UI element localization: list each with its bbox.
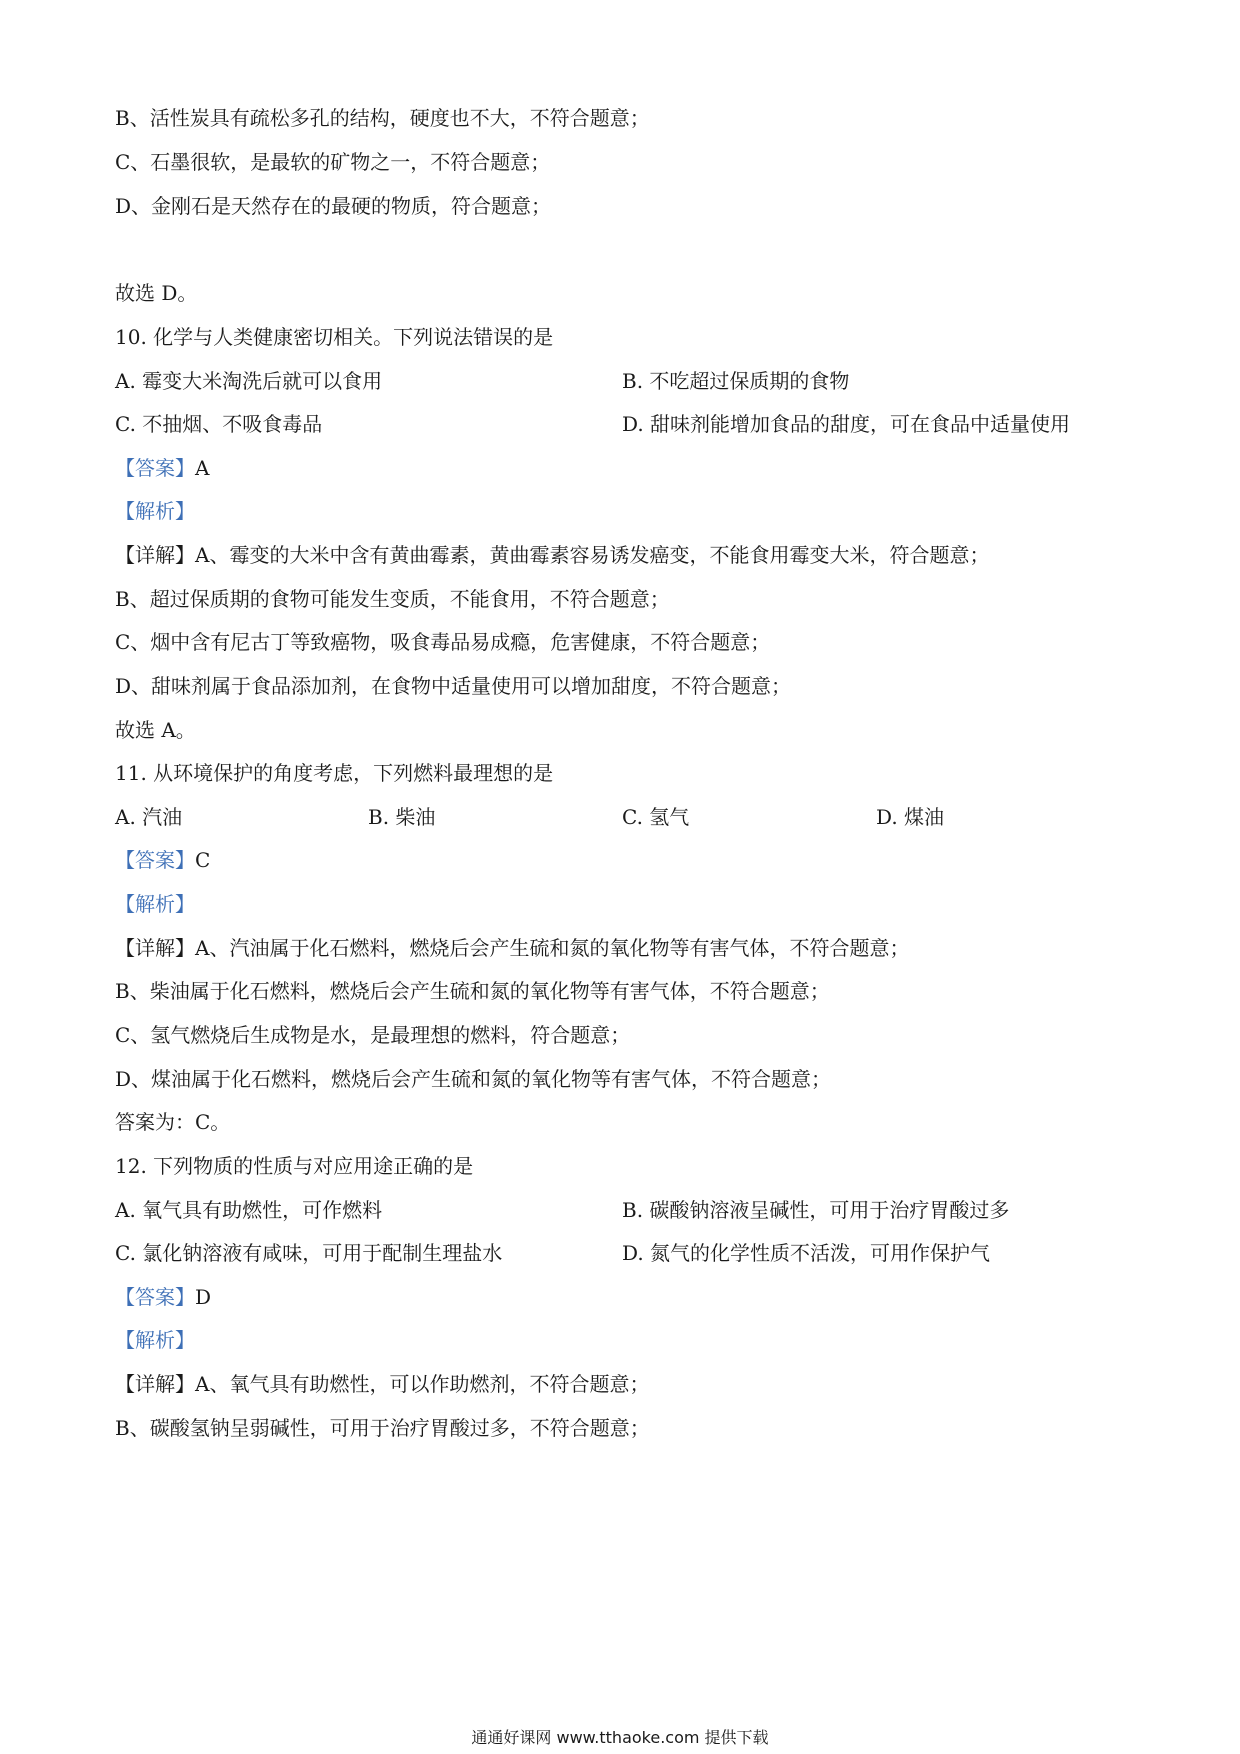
q11-detail-a <box>115 934 909 962</box>
q10-detail-c: C、烟中含有尼古丁等致癌物，吸食毒品易成瘾，危害健康，不符合题意； <box>115 630 771 654</box>
q10-stem: 10. 化学与人类健康密切相关。下列说法错误的是 <box>115 325 554 349</box>
q10-option-b: B. 不吃超过保质期的食物 <box>622 369 850 393</box>
q10-option-a: A. 霉变大米淘洗后就可以食用 <box>115 369 383 393</box>
q10-choice: 故选 A。 <box>115 718 196 742</box>
q11-option-d: D. 煤油 <box>876 805 945 829</box>
q10-analysis-tag: 【解析】 <box>115 499 195 523</box>
detail-text: A、汽油属于化石燃料，燃烧后会产生硫和氮的氧化物等有害气体，不符合题意； <box>195 936 910 960</box>
q11-detail-d: D、煤油属于化石燃料，燃烧后会产生硫和氮的氧化物等有害气体，不符合题意； <box>115 1067 832 1091</box>
q10-detail-b: B、超过保质期的食物可能发生变质，不能食用，不符合题意； <box>115 587 670 611</box>
answer-tag: 【答案】 <box>115 1285 195 1309</box>
detail-text: A、氧气具有助燃性，可以作助燃剂，不符合题意； <box>195 1372 650 1396</box>
q12-option-a: A. 氧气具有助燃性，可作燃料 <box>115 1198 383 1222</box>
detail-tag: 【详解】 <box>115 543 195 567</box>
q12-option-c: C. 氯化钠溶液有咸味，可用于配制生理盐水 <box>115 1241 503 1265</box>
q12-stem: 12. 下列物质的性质与对应用途正确的是 <box>115 1154 474 1178</box>
q11-option-b: B. 柴油 <box>368 805 436 829</box>
q11-analysis-tag: 【解析】 <box>115 892 195 916</box>
q12-detail-b: B、碳酸氢钠呈弱碱性，可用于治疗胃酸过多，不符合题意； <box>115 1416 650 1440</box>
detail-tag: 【详解】 <box>115 1372 195 1396</box>
detail-tag: 【详解】 <box>115 936 195 960</box>
q12-detail-a <box>115 1370 649 1398</box>
q12-answer <box>115 1283 211 1311</box>
q9-detail-b: B、活性炭具有疏松多孔的结构，硬度也不大，不符合题意； <box>115 106 650 130</box>
q9-detail-d: D、金刚石是天然存在的最硬的物质，符合题意； <box>115 194 552 218</box>
q10-option-d: D. 甜味剂能增加食品的甜度，可在食品中适量使用 <box>622 412 1071 436</box>
answer-value: C <box>195 848 211 872</box>
q11-answer <box>115 846 210 874</box>
q12-option-d: D. 氮气的化学性质不活泼，可用作保护气 <box>622 1241 991 1265</box>
page-footer: 通通好课网 www.tthaoke.com 提供下载 <box>471 1728 769 1747</box>
q11-option-a: A. 汽油 <box>115 805 183 829</box>
q11-stem: 11. 从环境保护的角度考虑，下列燃料最理想的是 <box>115 761 554 785</box>
q12-analysis-tag: 【解析】 <box>115 1328 195 1352</box>
q10-detail-a <box>115 541 989 569</box>
answer-value: A <box>195 456 210 480</box>
q11-option-c: C. 氢气 <box>622 805 690 829</box>
q10-answer <box>115 454 209 482</box>
q10-option-c: C. 不抽烟、不吸食毒品 <box>115 412 323 436</box>
q11-detail-b: B、柴油属于化石燃料，燃烧后会产生硫和氮的氧化物等有害气体，不符合题意； <box>115 979 830 1003</box>
answer-tag: 【答案】 <box>115 848 195 872</box>
q11-choice: 答案为：C。 <box>115 1110 231 1134</box>
answer-tag: 【答案】 <box>115 456 195 480</box>
answer-value: D <box>195 1285 212 1309</box>
q12-option-b: B. 碳酸钠溶液呈碱性，可用于治疗胃酸过多 <box>622 1198 1010 1222</box>
detail-text: A、霉变的大米中含有黄曲霉素，黄曲霉素容易诱发癌变，不能食用霉变大米，符合题意； <box>195 543 990 567</box>
q10-detail-d: D、甜味剂属于食品添加剂，在食物中适量使用可以增加甜度，不符合题意； <box>115 674 792 698</box>
q11-detail-c: C、氢气燃烧后生成物是水，是最理想的燃料，符合题意； <box>115 1023 631 1047</box>
q9-detail-c: C、石墨很软，是最软的矿物之一，不符合题意； <box>115 150 551 174</box>
q9-choice: 故选 D。 <box>115 281 198 305</box>
